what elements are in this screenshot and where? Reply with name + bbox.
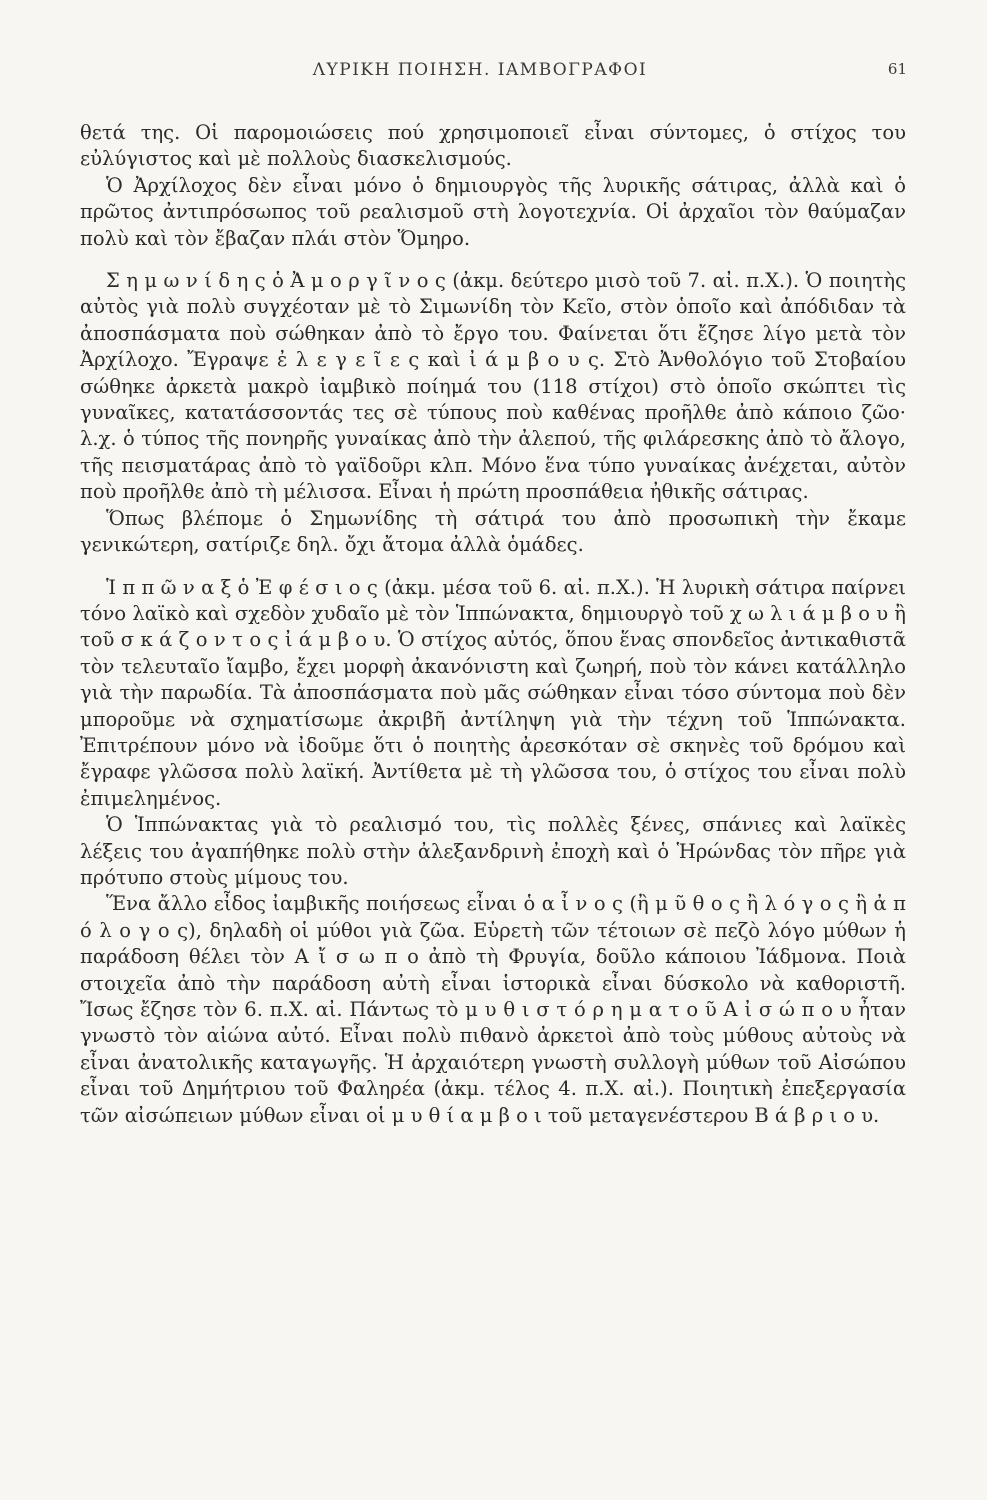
paragraph-archilochus-summary: Ὁ Ἀρχίλοχος δὲν εἶναι μόνο ὁ δημιουργὸς τῆς λυρικῆς σάτιρας, ἀλλὰ καὶ ὁ πρῶτος ἀντιπρόσωπος τοῦ ρεαλισμοῦ στὴ λογοτεχνία. Οἱ ἀρχαῖοι τὸν θαύμαζαν πολὺ καὶ τὸν ἔβαζαν πλάι στὸν Ὅμηρο. [80, 173, 906, 250]
paragraph-semonides: Σ η μ ω ν ί δ η ς ὁ Ἀ μ ο ρ γ ῖ ν ο ς (ἀκμ. δεύτερο μισὸ τοῦ 7. αἰ. π.Χ.). Ὁ ποιητὴς αὐτὸς γιὰ πολὺ συγχέοταν μὲ τὸ Σιμωνίδη τὸν Κεῖο, στὸν ὁποῖο καὶ ἀπόδιδαν τὰ ἀποσπάσματα ποὺ σώθηκαν ἀπὸ τὸ ἔργο του. Φαίνεται ὅτι ἔζησε λίγο μετὰ τὸν Ἀρχίλοχο. Ἔγραψε ἐ λ ε γ ε ῖ ε ς καὶ ἰ ά μ β ο υ ς. Στὸ Ἀνθολόγιο τοῦ Στοβαίου σώθηκε ἀρκετὰ μακρὸ ἰαμβικὸ ποίημά του (118 στίχοι) στὸ ὁποῖο σκώπτει τὶς γυναῖκες, κατατάσσοντάς τες σὲ τύπους ποὺ καθένας προῆλθε ἀπὸ κάποιο ζῶο· λ.χ. ὁ τύπος τῆς πονηρῆς γυναίκας ἀπὸ τὴν ἀλεπού, τῆς φιλάρεσκης ἀπὸ τὸ ἄλογο, τῆς πεισματάρας ἀπὸ τὸ γαϊδοῦρι κλπ. Μόνο ἕνα τύπο γυναίκας ἀνέχεται, αὐτὸν ποὺ προῆλθε ἀπὸ τὴ μέλισσα. Εἶναι ἡ πρώτη προσπάθεια ἠθικῆς σάτιρας. [80, 269, 906, 504]
paragraph-aesop-fables: Ἕνα ἄλλο εἶδος ἰαμβικῆς ποιήσεως εἶναι ὁ α ἶ ν ο ς (ἢ μ ῦ θ ο ς ἢ λ ό γ ο ς ἢ ἀ π ό λ ο γ ο ς), δηλαδὴ οἱ μύθοι γιὰ ζῶα. Εὑρετὴ τῶν τέτοιων σὲ πεζὸ λόγο μύθων ἡ παράδοση θέλει τὸν Α ἴ σ ω π ο ἀπὸ τὴ Φρυγία, δοῦλο κάποιου Ἰάδμονα. Ποιὰ στοιχεῖα ἀπὸ τὴν παράδοση αὐτὴ εἶναι ἱστορικὰ εἶναι δύσκολο νὰ καθοριστῆ. Ἴσως ἔζησε τὸν 6. π.Χ. αἰ. Πάντως τὸ μ υ θ ι σ τ ό ρ η μ α τ ο ῦ Α ἰ σ ώ π ο υ ἦταν γνωστὸ τὸν αἰώνα αὐτό. Εἶναι πολὺ πιθανὸ ἀρκετοὶ ἀπὸ τοὺς μύθους αὐτοὺς νὰ εἶναι ἀνατολικῆς καταγωγῆς. Ἡ ἀρχαιότερη γνωστὴ συλλογὴ μύθων τοῦ Αἰσώπου εἶναι τοῦ Δημήτριου τοῦ Φαληρέα (ἀκμ. τέλος 4. π.Χ. αἰ.). Ποιητικὴ ἐπεξεργασία τῶν αἰσώπειων μύθων εἶναι οἱ μ υ θ ί α μ β ο ι τοῦ μεταγενέστερου Β ά β ρ ι ο υ. [80, 892, 906, 1127]
paragraph-hipponax-legacy: Ὁ Ἱππώνακτας γιὰ τὸ ρεαλισμό του, τὶς πολλὲς ξένες, σπάνιες καὶ λαϊκὲς λέξεις του ἀγαπήθηκε πολὺ στὴν ἀλεξανδρινὴ ἐποχὴ καὶ ὁ Ἡρώνδας τὸν πῆρε γιὰ πρότυπο στοὺς μίμους του. [80, 813, 906, 889]
running-title: ΛΥΡΙΚΗ ΠΟΙΗΣΗ. ΙΑΜΒΟΓΡΑΦΟΙ [312, 60, 648, 80]
paragraph-hipponax: Ἱ π π ῶ ν α ξ ὁ Ἐ φ έ σ ι ο ς (ἀκμ. μέσα τοῦ 6. αἰ. π.Χ.). Ἡ λυρικὴ σάτιρα παίρνει τόνο λαϊκὸ καὶ σχεδὸν χυδαῖο μὲ τὸν Ἱππώνακτα, δημιουργὸ τοῦ χ ω λ ι ά μ β ο υ ἢ τοῦ σ κ ά ζ ο ν τ ο ς ἰ ά μ β ο υ. Ὁ στίχος αὐτός, ὅπου ἕνας σπονδεῖος ἀντικαθιστᾶ τὸν τελευταῖο ἴαμβο, ἔχει μορφὴ ἀκανόνιστη καὶ ζωηρή, ποὺ τὸν κάνει κατάλληλο γιὰ τὴν παρωδία. Τὰ ἀποσπάσματα ποὺ μᾶς σώθηκαν εἶναι τόσο σύντομα ποὺ δὲν μποροῦμε νὰ σχηματίσωμε ἀκριβῆ ἀντίληψη γιὰ τὴν τέχνη τοῦ Ἱππώνακτα. Ἐπιτρέπουν μόνο νὰ ἰδοῦμε ὅτι ὁ ποιητὴς ἀρεσκόταν σὲ σκηνὲς τοῦ δρόμου καὶ ἔγραφε γλῶσσα πολὺ λαϊκή. Ἀντίθετα μὲ τὴ γλῶσσα του, ὁ στίχος του εἶναι πολὺ ἐπιμελημένος. [80, 575, 906, 810]
page-number: 61 [887, 60, 907, 78]
paragraph-archilochus-end: θετά της. Οἱ παρομοιώσεις πού χρησιμοποιεῖ εἶναι σύντομες, ὁ στίχος του εὐλύγιστος καὶ μὲ πολλοὺς διασκελισμούς. [80, 121, 906, 171]
paragraph-semonides-satire: Ὅπως βλέπομε ὁ Σημωνίδης τὴ σάτιρά του ἀπὸ προσωπικὴ τὴν ἔκαμε γενικώτερη, σατίριζε δηλ. ὄχι ἄτομα ἀλλὰ ὁμάδες. [80, 506, 906, 557]
body-text [80, 120, 906, 1129]
